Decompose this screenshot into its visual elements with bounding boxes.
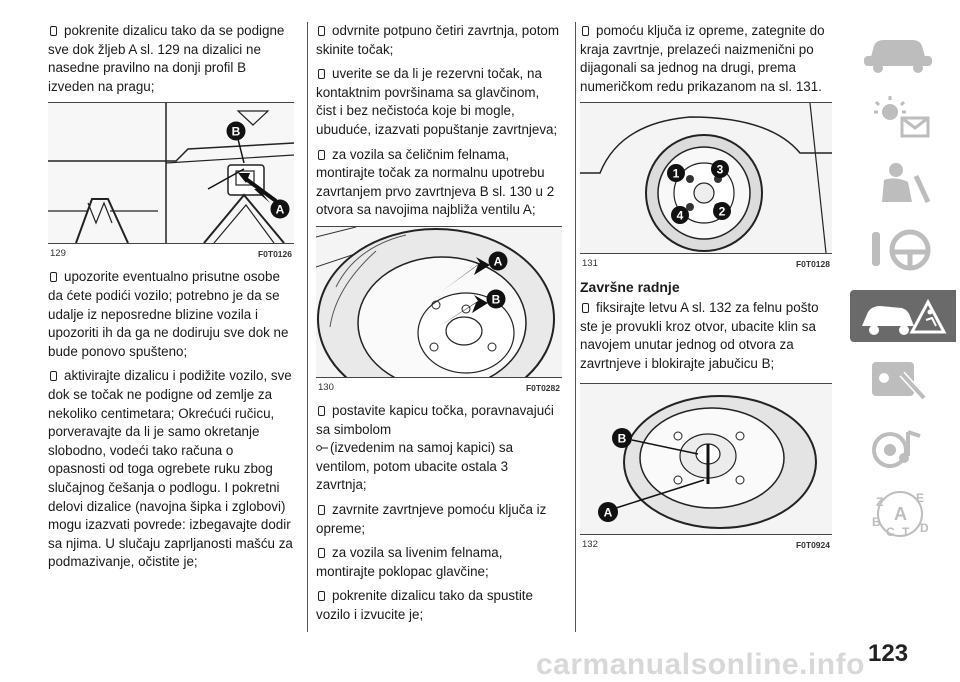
figure-130-label-b: B: [491, 292, 501, 307]
bullet-icon: [318, 150, 325, 160]
figure-131: [580, 102, 832, 254]
column-right: [580, 22, 838, 551]
tab-starting-driving[interactable]: [850, 224, 956, 276]
paragraph-lift-vehicle: aktivirajte dizalicu i podižite vozilo, sve dok se točak ne podigne od zemlje za nekoliko centimetara; Okrećući ručicu, porveravajte da li je samo okretanje slobodno, vodeći tako računa o opasnosti od toga ogrebete ruku zbog slučajnog češanja o podlogu. I pokretni delovi dizalice (navojna šipka i zglobovi) mogu izazvati povrede: izbegavajte dodir sa njima. U slučaju zaprljanosti mašću za podmazivanje, očistite je;: [48, 368, 293, 570]
paragraph-final-tighten: pomoću ključa iz opreme, zategnite do kraja zavrtnje, prelazeći naizmenični po dijagonali sa jednog na drugi, prema numeričkom redu prikazanom na sl. 131.: [580, 23, 825, 94]
valve-symbol-icon: [316, 443, 328, 453]
column-middle: [316, 22, 562, 630]
figure-number: 129: [50, 248, 66, 260]
figure-132-label-b: B: [617, 431, 627, 446]
tab-warning-lights[interactable]: [850, 92, 956, 144]
bullet-icon: [50, 26, 57, 36]
figure-131-label-1: 1: [672, 166, 680, 181]
index-letter: Z: [876, 495, 884, 509]
figure-130-caption: [316, 382, 562, 394]
section-heading: Završne radnje: [580, 279, 680, 296]
maintenance-wrench-icon: [850, 356, 956, 408]
paragraph-remove-bolts: odvrnite potpuno četiri zavrtnja, potom skinite točak;: [316, 23, 560, 57]
bullet-icon: [318, 591, 325, 601]
figure-129-caption: [48, 248, 294, 260]
tab-in-an-emergency[interactable]: [850, 290, 956, 342]
paragraph-tighten-bolts: zavrnite zavrtnjeve pomoću ključa iz opreme;: [316, 501, 547, 536]
paragraph-wheel-cap: postavite kapicu točka, poravnavajući sa simbolom (izvedenim na samoj kapici) sa ventilom, potom ubacite ostala 3 zavrtnja;: [316, 402, 554, 493]
figure-132: [580, 383, 832, 535]
index-letter: C: [886, 525, 895, 539]
car-overview-icon: [850, 26, 956, 78]
figure-129: [48, 102, 294, 244]
index-letter: T: [902, 525, 910, 539]
safety-airbag-icon: [850, 158, 956, 210]
chapter-sidebar: [850, 26, 956, 554]
figure-131-illustration: [580, 103, 832, 253]
figure-132-label-a: A: [603, 505, 613, 520]
column-divider: [307, 22, 308, 632]
figure-code: F0T0282: [525, 382, 560, 393]
column-divider: [575, 22, 576, 632]
tab-servicing[interactable]: [850, 356, 956, 408]
paragraph-fix-bar: fiksirajte letvu A sl. 132 za felnu pošto ste je provukli kroz otvor, ubacite klin sa navojem unutar jednog od otvora za zavrtnjeve i blokirajte jabučicu B;: [580, 299, 819, 371]
column-left: [48, 22, 294, 578]
watermark: carmanualsonline.info: [536, 648, 865, 681]
bullet-icon: [582, 303, 589, 313]
paragraph-warn-people: upozorite eventualno prisutne osobe da ćete podići vozilo; potrebno je da se udalje iz neposredne blizine vozila i upozoriti ih da ga ne dodiruju sve dok ne bude ponovo spušteno;: [48, 269, 289, 359]
tab-safety[interactable]: [850, 158, 956, 210]
bullet-icon: [50, 272, 57, 282]
figure-code: F0T0128: [795, 259, 830, 270]
figure-number: 130: [318, 381, 334, 393]
bullet-icon: [318, 406, 325, 416]
emergency-car-icon: [850, 290, 956, 342]
figure-number: 132: [582, 539, 598, 551]
figure-code: F0T0924: [795, 540, 830, 551]
tab-multimedia[interactable]: [850, 422, 956, 474]
figure-code: F0T0126: [257, 249, 292, 260]
figure-129-label-b: B: [231, 124, 241, 139]
figure-131-label-4: 4: [676, 208, 684, 223]
bullet-icon: [50, 371, 57, 381]
paragraph-jack-raise: pokrenite dizalicu tako da se podigne sve dok žljeb A sl. 129 na dizalici ne nasedne pravilno na donji profil B izveden na pragu;: [48, 23, 285, 94]
tab-car-overview[interactable]: [850, 26, 956, 78]
figure-130-label-a: A: [493, 254, 503, 269]
figure-132-illustration: [580, 384, 832, 534]
alphabetical-index-icon: [850, 488, 956, 540]
paragraph-steel-rims: za vozila sa čeličnim felnama, montirajte točak za normalnu upotrebu zavrtanjem prvo zavrtnjeva B sl. 130 u 2 otvora sa navojima najbliža ventilu A;: [316, 146, 555, 218]
figure-131-caption: [580, 258, 832, 270]
index-letter: A: [894, 504, 907, 524]
bullet-icon: [318, 505, 325, 515]
bullet-icon: [318, 548, 325, 558]
figure-130-illustration: [316, 227, 562, 377]
figure-132-caption: [580, 539, 832, 551]
page-number: 123: [868, 640, 909, 667]
multimedia-icon: [850, 422, 956, 474]
index-letter: E: [916, 491, 925, 505]
steering-key-icon: [850, 224, 956, 276]
paragraph-alloy-rims: za vozila sa livenim felnama, montirajte poklopac glavčine;: [316, 545, 503, 579]
figure-131-label-3: 3: [716, 162, 724, 177]
figure-130: [316, 226, 562, 378]
paragraph-lower-jack: pokrenite dizalicu tako da spustite vozilo i izvucite je;: [316, 588, 533, 622]
figure-129-illustration: [48, 103, 294, 243]
tab-index[interactable]: [850, 488, 956, 540]
index-letter: D: [920, 521, 929, 535]
bullet-icon: [318, 69, 325, 79]
warning-lights-icon: [850, 92, 956, 144]
paragraph-check-spare: uverite se da li je rezervni točak, na kontaktnim površinama sa glavčinom, čist i bez nečistoća koje bi mogle, ubuduće, izazvati popuštanje zavrtnjeva;: [316, 66, 558, 137]
figure-131-label-2: 2: [718, 204, 726, 219]
figure-number: 131: [582, 258, 598, 270]
bullet-icon: [318, 26, 325, 36]
figure-129-label-a: A: [275, 202, 285, 217]
index-letter: B: [872, 515, 881, 529]
bullet-icon: [582, 26, 589, 36]
